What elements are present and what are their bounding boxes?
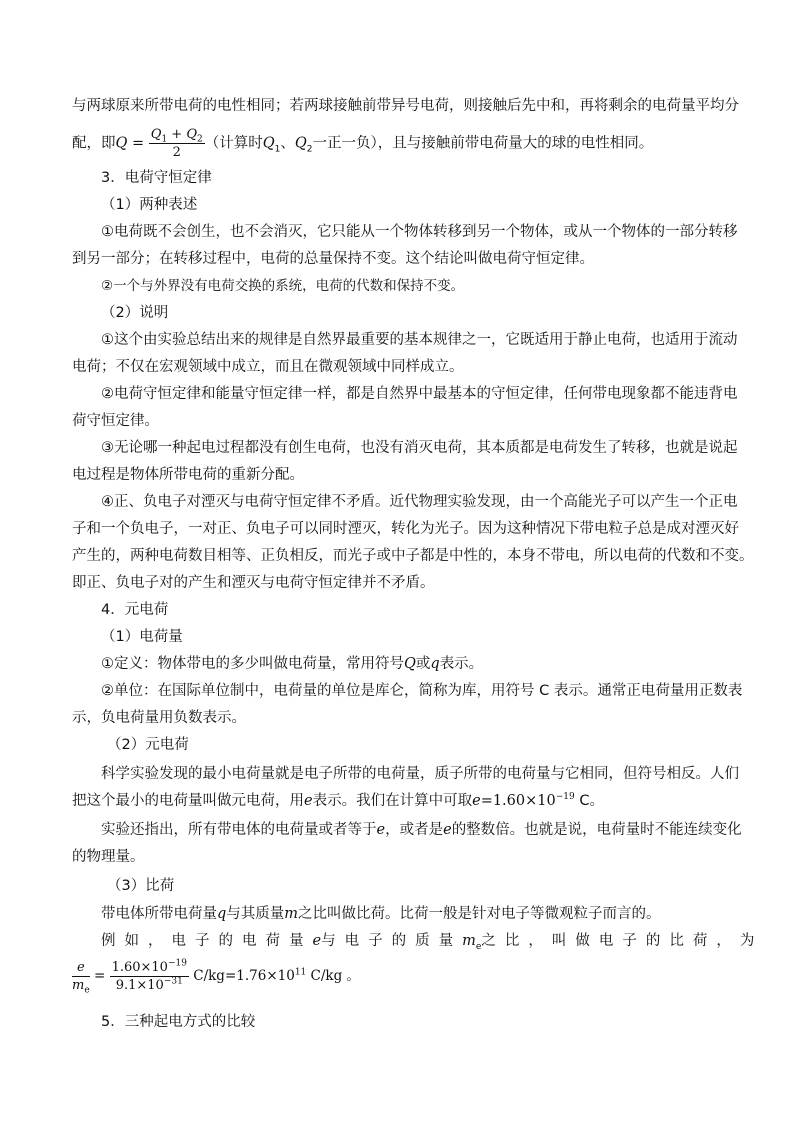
paragraph-line: ②一个与外界没有电荷交换的系统，电荷的代数和保持不变。 xyxy=(101,278,465,294)
subsection-heading: （2）说明 xyxy=(101,305,169,321)
fraction-denominator xyxy=(72,977,90,994)
text-fragment: 带电体所带电荷量 xyxy=(101,906,217,922)
symbol-me xyxy=(462,931,481,951)
paragraph-line: 到另一部分；在转移过程中，电荷的总量保持不变。这个结论叫做电荷守恒定律。 xyxy=(72,251,594,267)
exponent: −19 xyxy=(167,958,187,969)
numerator-value: 1.60×10 xyxy=(111,960,168,975)
e-over-me-fraction xyxy=(72,959,90,994)
subsection-heading: （1）电荷量 xyxy=(101,629,183,645)
symbol-q: q xyxy=(430,656,440,672)
exponent: −19 xyxy=(555,792,575,803)
average-fraction xyxy=(149,126,205,161)
paragraph-line: 产生的，两种电荷数目相等、正负相反，而光子或中子都是中性的，本身不带电，所以电荷的代数和不变。 xyxy=(72,548,754,564)
fraction-denominator: 2 xyxy=(172,145,181,160)
denominator-value: 9.1×10 xyxy=(115,978,164,993)
exponent: −31 xyxy=(163,976,183,987)
paragraph-line xyxy=(101,654,483,674)
symbol-e: e xyxy=(472,793,481,809)
symbol-q1: Q xyxy=(150,127,162,142)
unit: C。 xyxy=(574,793,604,809)
text-fragment: 例如，电子的电荷量 xyxy=(101,933,313,949)
paragraph-line: 的物理量。 xyxy=(72,849,145,865)
symbol-m: m xyxy=(462,933,476,949)
section-heading: 5．三种起电方式的比较 xyxy=(101,1014,256,1030)
text-fragment: 表示。 xyxy=(439,656,484,672)
text-fragment: 与电子的质量 xyxy=(321,933,463,949)
paragraph-line: ②单位：在国际单位制中，电荷量的单位是库仑，简称为库，用符号 C 表示。通常正电荷量用正数表 xyxy=(101,683,743,699)
plus-sign: + xyxy=(167,127,187,142)
fraction-numerator xyxy=(110,959,189,977)
fraction-denominator xyxy=(110,977,189,994)
paragraph-line xyxy=(72,791,604,811)
symbol-q2: Q xyxy=(186,127,198,142)
symbol-q1: Q xyxy=(262,135,275,152)
paragraph-line: 即正、负电子对的产生和湮灭与电荷守恒定律并不矛盾。 xyxy=(72,575,435,591)
text-fragment: 把这个最小的电荷量叫做元电荷，用 xyxy=(72,793,304,809)
symbol-m: m xyxy=(284,906,299,922)
paragraph-line: 荷守恒定律。 xyxy=(72,413,159,429)
equals-sign: = xyxy=(93,968,106,984)
paragraph-line: 与两球原来所带电荷的电性相同；若两球接触前带异号电荷，则接触后先中和，再将剩余的电荷量平均分 xyxy=(72,98,739,114)
paragraph-line: 示，负电荷量用负数表示。 xyxy=(72,710,246,726)
text-fragment: 、 xyxy=(280,135,295,152)
paragraph-line: ④正、负电子对湮灭与电荷守恒定律不矛盾。近代物理实验发现，由一个高能光子可以产生一个正电 xyxy=(101,494,738,510)
subscript: 1 xyxy=(274,144,281,155)
text-fragment: ①定义：物体带电的多少叫做电荷量，常用符号 xyxy=(101,656,404,672)
subscript: e xyxy=(84,985,90,996)
paragraph-line: 子和一个负电子，一对正、负电子可以同时湮灭，转化为光子。因为这种情况下带电粒子总是成对湮灭好 xyxy=(72,521,739,537)
text-fragment: 实验还指出，所有带电体的电荷量或者等于 xyxy=(101,822,377,838)
paragraph-line xyxy=(101,931,764,952)
value-fraction xyxy=(110,959,189,994)
text-fragment: 一正一负），且与接触前带电荷量大的球的电性相同。 xyxy=(312,135,654,152)
paragraph-line: ②电荷守恒定律和能量守恒定律一样，都是自然界中最基本的守恒定律，任何带电现象都不能违背电 xyxy=(101,386,738,402)
subscript: e xyxy=(475,941,482,952)
equals-sign: = xyxy=(127,135,149,152)
paragraph-line: 电荷；不仅在宏观领域中成立，而且在微观领域中同样成立。 xyxy=(72,359,464,375)
result-value: C/kg=1.76×10 xyxy=(193,968,295,984)
text-fragment: 的整数倍。也就是说，电荷量时不能连续变化 xyxy=(451,822,742,838)
formula-line xyxy=(72,126,653,161)
subsection-heading: （3）比荷 xyxy=(107,878,175,894)
text-fragment: 与其质量 xyxy=(226,906,285,922)
unit: C/kg 。 xyxy=(306,968,361,984)
section-heading: 3．电荷守恒定律 xyxy=(101,170,212,186)
paragraph-line: ①这个由实验总结出来的规律是自然界最重要的基本规律之一，它既适用于静止电荷，也适用于流动 xyxy=(101,332,738,348)
text-fragment: ，或者是 xyxy=(385,822,444,838)
paragraph-line: ①电荷既不会创生，也不会消灭，它只能从一个物体转移到另一个物体，或从一个物体的一部分转移 xyxy=(101,224,738,240)
text-fragment: 配，即 xyxy=(72,135,116,152)
text-fragment: （计算时 xyxy=(204,135,263,152)
paragraph-line: 科学实验发现的最小电荷量就是电子所带的电荷量，质子所带的电荷量与它相同，但符号相反。人们 xyxy=(101,766,739,782)
paragraph-line xyxy=(101,904,661,924)
paragraph-line: ③无论哪一种起电过程都没有创生电荷，也没有消灭电荷，其本质都是电荷发生了转移，也就是说起 xyxy=(101,440,738,456)
fraction-numerator: e xyxy=(72,959,90,977)
subscript: 2 xyxy=(306,144,313,155)
symbol-e: e xyxy=(376,822,386,838)
symbol-q2: Q xyxy=(294,135,307,152)
specific-charge-formula xyxy=(72,958,360,994)
fraction-numerator xyxy=(149,126,205,144)
symbol-m: m xyxy=(72,978,85,993)
subsection-heading: （2）元电荷 xyxy=(107,737,189,753)
text-fragment: 之比叫做比荷。比荷一般是针对电子等微观粒子而言的。 xyxy=(298,906,661,922)
subsection-heading: （1）两种表述 xyxy=(101,197,198,213)
subscript: 1 xyxy=(161,134,168,145)
symbol-q: Q xyxy=(115,135,128,152)
subscript: 2 xyxy=(197,134,203,145)
text-fragment: 或 xyxy=(415,656,431,672)
symbol-capital-q: Q xyxy=(404,656,416,672)
paragraph-line: 电过程是物体所带电荷的重新分配。 xyxy=(72,467,304,483)
symbol-q: q xyxy=(217,906,227,922)
elementary-charge-value: =1.60×10 xyxy=(480,793,556,809)
exponent: 11 xyxy=(294,967,307,978)
symbol-e: e xyxy=(443,822,452,838)
text-fragment: 表示。我们在计算中可取 xyxy=(312,793,473,809)
symbol-e: e xyxy=(304,793,313,809)
section-heading: 4．元电荷 xyxy=(101,602,169,618)
text-fragment: 之比，叫做电子的比荷，为 xyxy=(481,933,764,949)
paragraph-line xyxy=(101,820,742,840)
symbol-e: e xyxy=(312,933,322,949)
